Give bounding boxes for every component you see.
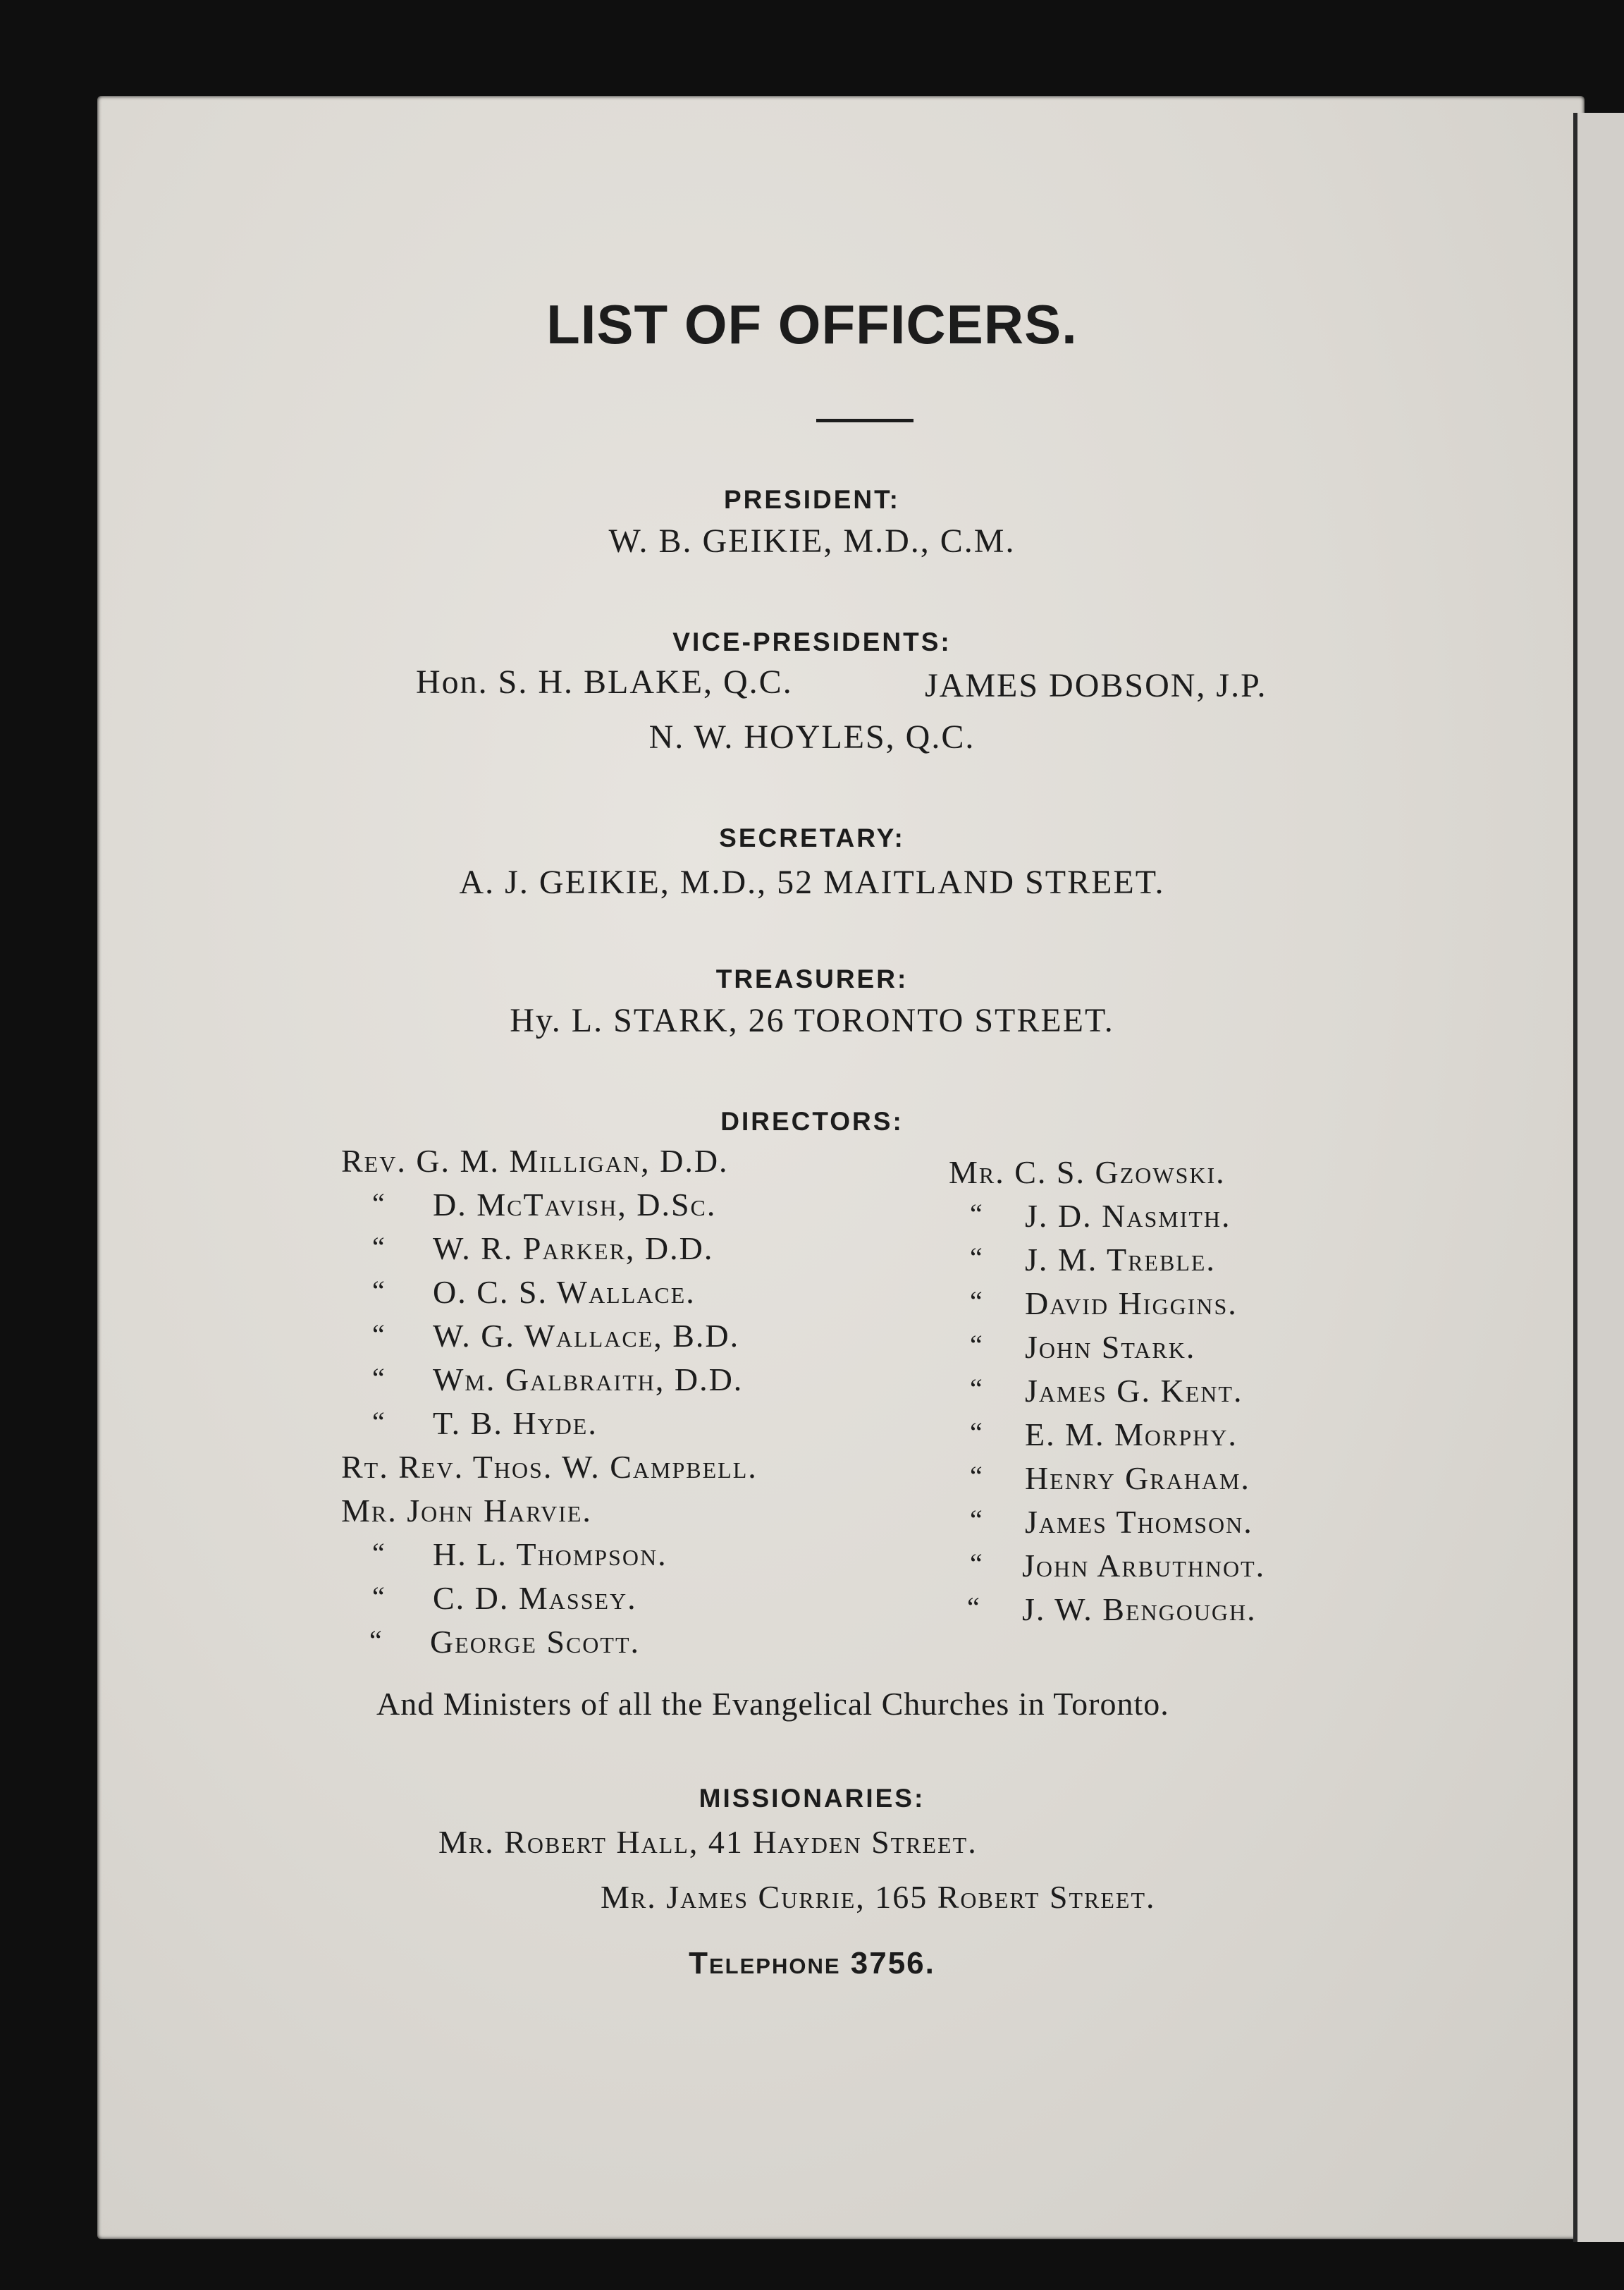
missionary-1: Mr. Robert Hall, 41 Hayden Street. bbox=[438, 1824, 978, 1860]
vice-president-1: Hon. S. H. BLAKE, Q.C. bbox=[416, 663, 793, 701]
ditto-mark: “ bbox=[369, 1624, 382, 1656]
director-left-10: H. L. Thompson. bbox=[433, 1536, 668, 1572]
ditto-mark: “ bbox=[967, 1591, 980, 1623]
ditto-mark: “ bbox=[970, 1373, 983, 1404]
president-name: W. B. GEIKIE, M.D., C.M. bbox=[608, 522, 1016, 560]
telephone: Telephone 3756. bbox=[689, 1946, 935, 1980]
director-left-3: W. R. Parker, D.D. bbox=[433, 1230, 714, 1266]
director-left-6: Wm. Galbraith, D.D. bbox=[433, 1361, 744, 1397]
director-right-7: E. M. Morphy. bbox=[1025, 1416, 1238, 1452]
vice-presidents-heading: VICE-PRESIDENTS: bbox=[672, 627, 952, 656]
vice-president-2: JAMES DOBSON, J.P. bbox=[925, 667, 1267, 704]
ditto-mark: “ bbox=[372, 1187, 385, 1219]
ditto-mark: “ bbox=[970, 1416, 983, 1448]
director-left-5: W. G. Wallace, B.D. bbox=[433, 1318, 740, 1354]
treasurer-heading: TREASURER: bbox=[715, 965, 909, 993]
facing-page-edge bbox=[1573, 113, 1624, 2242]
treasurer-name: Hy. L. STARK, 26 TORONTO STREET. bbox=[510, 1002, 1114, 1039]
ditto-mark: “ bbox=[970, 1242, 983, 1273]
ditto-mark: “ bbox=[372, 1406, 385, 1438]
ditto-mark: “ bbox=[970, 1198, 983, 1230]
director-right-6: James G. Kent. bbox=[1025, 1373, 1243, 1409]
director-left-1: Rev. G. M. Milligan, D.D. bbox=[341, 1143, 729, 1179]
ditto-mark: “ bbox=[372, 1275, 385, 1306]
ditto-mark: “ bbox=[372, 1581, 385, 1612]
ditto-mark: “ bbox=[970, 1285, 983, 1317]
ditto-mark: “ bbox=[970, 1548, 983, 1579]
missionary-2: Mr. James Currie, 165 Robert Street. bbox=[601, 1879, 1156, 1915]
director-left-11: C. D. Massey. bbox=[433, 1580, 637, 1616]
directors-footer: And Ministers of all the Evangelical Churches in Toronto. bbox=[376, 1686, 1169, 1722]
secretary-heading: SECRETARY: bbox=[719, 823, 905, 852]
ditto-mark: “ bbox=[372, 1537, 385, 1569]
ditto-mark: “ bbox=[372, 1231, 385, 1263]
ditto-mark: “ bbox=[372, 1318, 385, 1350]
vice-president-3: N. W. HOYLES, Q.C. bbox=[648, 718, 976, 756]
director-right-2: J. D. Nasmith. bbox=[1025, 1198, 1231, 1234]
director-right-5: John Stark. bbox=[1025, 1329, 1196, 1365]
director-left-9: Mr. John Harvie. bbox=[341, 1493, 592, 1529]
directors-heading: DIRECTORS: bbox=[720, 1107, 904, 1136]
title-rule bbox=[816, 419, 914, 422]
ditto-mark: “ bbox=[372, 1362, 385, 1394]
director-left-8: Rt. Rev. Thos. W. Campbell. bbox=[341, 1449, 758, 1485]
secretary-name: A. J. GEIKIE, M.D., 52 MAITLAND STREET. bbox=[459, 864, 1165, 901]
missionaries-heading: MISSIONARIES: bbox=[699, 1784, 925, 1813]
president-heading: PRESIDENT: bbox=[724, 485, 900, 514]
ditto-mark: “ bbox=[970, 1460, 983, 1492]
director-left-4: O. C. S. Wallace. bbox=[433, 1274, 696, 1310]
page-title: LIST OF OFFICERS. bbox=[546, 293, 1078, 355]
ditto-mark: “ bbox=[970, 1504, 983, 1536]
director-left-12: George Scott. bbox=[430, 1624, 641, 1660]
director-right-11: J. W. Bengough. bbox=[1022, 1591, 1257, 1627]
director-right-1: Mr. C. S. Gzowski. bbox=[949, 1154, 1226, 1190]
ditto-mark: “ bbox=[970, 1329, 983, 1361]
director-right-8: Henry Graham. bbox=[1025, 1460, 1250, 1496]
director-right-3: J. M. Treble. bbox=[1025, 1242, 1216, 1278]
director-right-4: David Higgins. bbox=[1025, 1285, 1238, 1321]
director-right-10: John Arbuthnot. bbox=[1022, 1548, 1266, 1584]
document-page bbox=[97, 96, 1585, 2239]
director-right-9: James Thomson. bbox=[1025, 1504, 1253, 1540]
director-left-2: D. McTavish, D.Sc. bbox=[433, 1187, 717, 1223]
director-left-7: T. B. Hyde. bbox=[433, 1405, 598, 1441]
